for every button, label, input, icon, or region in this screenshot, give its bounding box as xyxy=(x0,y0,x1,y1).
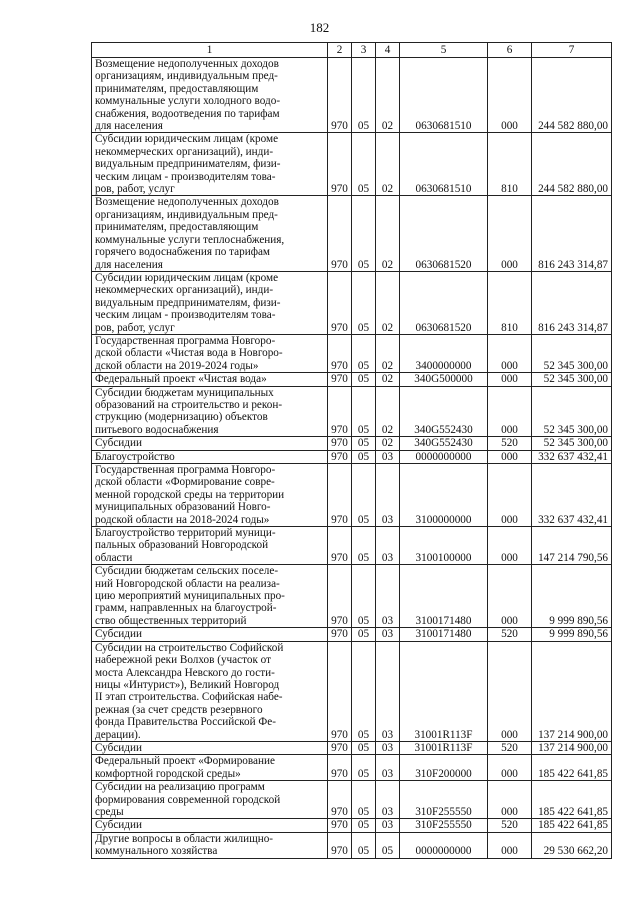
row-amount: 52 345 300,00 xyxy=(532,386,612,437)
row-expense-type-code: 000 xyxy=(488,58,532,133)
row-target-article-code: 340G552430 xyxy=(400,437,488,450)
row-description-line: родской области на 2018-2024 годы» xyxy=(95,513,270,526)
table-row xyxy=(92,565,612,628)
row-amount: 147 214 790,56 xyxy=(532,527,612,565)
row-description-line: струкцию (модернизацию) объектов xyxy=(95,411,268,424)
row-description xyxy=(92,781,328,819)
table-row xyxy=(92,755,612,781)
table-row xyxy=(92,819,612,832)
row-target-article-code: 31001R113F xyxy=(400,741,488,754)
row-description-line: организациям, индивидуальным пред- xyxy=(95,70,278,83)
row-ministry-code: 970 xyxy=(328,527,352,565)
row-expense-type-code: 000 xyxy=(488,386,532,437)
row-description-line: коммунальные услуги теплоснабжения, xyxy=(95,233,285,246)
row-section-code: 05 xyxy=(352,565,376,628)
row-section-code: 05 xyxy=(352,755,376,781)
row-description-line: принимателям, предоставляющим xyxy=(95,221,259,234)
row-subsection-code: 02 xyxy=(376,196,400,271)
row-description-line: Субсидии бюджетам муниципальных xyxy=(95,386,274,399)
header-cell-expense-type: 6 xyxy=(488,43,532,58)
row-amount: 29 530 662,20 xyxy=(532,832,612,858)
row-expense-type-code: 810 xyxy=(488,271,532,334)
row-description-line: Государственная программа Новгоро- xyxy=(95,334,276,347)
row-description-line: видуальным предпринимателям, физи- xyxy=(95,158,281,171)
row-description xyxy=(92,641,328,741)
row-ministry-code: 970 xyxy=(328,628,352,641)
row-subsection-code: 03 xyxy=(376,565,400,628)
table-row xyxy=(92,832,612,858)
row-description-line: Другие вопросы в области жилищно- xyxy=(95,832,274,845)
row-section-code: 05 xyxy=(352,334,376,372)
row-description-line: горячего водоснабжения по тарифам xyxy=(95,246,271,259)
row-description-line: режная (за счет средств резервного xyxy=(95,703,263,716)
header-cell-section: 3 xyxy=(352,43,376,58)
header-cell-target-article: 5 xyxy=(400,43,488,58)
row-description-line: некоммерческих организаций), инди- xyxy=(95,284,274,297)
row-section-code: 05 xyxy=(352,437,376,450)
budget-table xyxy=(91,42,612,859)
row-ministry-code: 970 xyxy=(328,755,352,781)
header-cell-description: 1 xyxy=(92,43,328,58)
row-description-line: видуальным предпринимателям, физи- xyxy=(95,296,281,309)
row-description xyxy=(92,464,328,527)
row-target-article-code: 340G552430 xyxy=(400,386,488,437)
row-subsection-code: 03 xyxy=(376,741,400,754)
row-description xyxy=(92,373,328,386)
row-section-code: 05 xyxy=(352,527,376,565)
row-description-line: фонда Правительства Российской Фе- xyxy=(95,716,276,729)
table-row xyxy=(92,271,612,334)
row-target-article-code: 3100171480 xyxy=(400,565,488,628)
table-row xyxy=(92,741,612,754)
row-description-line: Возмещение недополученных доходов xyxy=(95,196,279,209)
row-description-line: дской области на 2019-2024 годы» xyxy=(95,359,259,372)
row-description xyxy=(92,819,328,832)
row-description-line: Субсидии xyxy=(95,741,142,754)
row-expense-type-code: 000 xyxy=(488,373,532,386)
row-amount: 137 214 900,00 xyxy=(532,741,612,754)
row-description-line: коммунального хозяйства xyxy=(95,845,218,858)
row-description-line: Государственная программа Новгоро- xyxy=(95,464,276,476)
row-description-line: для населения xyxy=(95,258,163,271)
row-amount: 185 422 641,85 xyxy=(532,781,612,819)
row-target-article-code: 0630681510 xyxy=(400,133,488,196)
row-target-article-code: 31001R113F xyxy=(400,641,488,741)
row-subsection-code: 02 xyxy=(376,373,400,386)
row-ministry-code: 970 xyxy=(328,386,352,437)
row-section-code: 05 xyxy=(352,58,376,133)
row-description-line: образований на строительство и рекон- xyxy=(95,398,283,411)
row-expense-type-code: 000 xyxy=(488,464,532,527)
row-description-line: ство общественных территорий xyxy=(95,614,247,627)
row-ministry-code: 970 xyxy=(328,464,352,527)
row-subsection-code: 02 xyxy=(376,133,400,196)
row-ministry-code: 970 xyxy=(328,58,352,133)
row-description-line: ров, работ, услуг xyxy=(95,183,175,196)
row-description-line: Субсидии на реализацию программ xyxy=(95,781,265,794)
row-expense-type-code: 810 xyxy=(488,133,532,196)
row-description-line: пальных образований Новгородской xyxy=(95,539,269,552)
row-amount: 52 345 300,00 xyxy=(532,373,612,386)
row-expense-type-code: 520 xyxy=(488,819,532,832)
row-description-line: питьевого водоснабжения xyxy=(95,423,219,436)
row-target-article-code: 340G500000 xyxy=(400,373,488,386)
row-description-line: Субсидии xyxy=(95,819,142,832)
row-amount: 244 582 880,00 xyxy=(532,58,612,133)
row-description-line: Субсидии юридическим лицам (кроме xyxy=(95,271,279,284)
row-subsection-code: 03 xyxy=(376,819,400,832)
table-row xyxy=(92,450,612,463)
row-amount: 244 582 880,00 xyxy=(532,133,612,196)
row-amount: 9 999 890,56 xyxy=(532,565,612,628)
row-description-line: Субсидии бюджетам сельских поселе- xyxy=(95,565,279,578)
row-section-code: 05 xyxy=(352,373,376,386)
row-description-line: формирования современной городской xyxy=(95,793,281,806)
row-description xyxy=(92,58,328,133)
row-description xyxy=(92,437,328,450)
table-row xyxy=(92,133,612,196)
row-description-line: коммунальные услуги холодного водо- xyxy=(95,95,281,108)
row-description-line: дской области «Чистая вода в Новгоро- xyxy=(95,347,283,360)
row-target-article-code: 310F255550 xyxy=(400,781,488,819)
row-description-line: набережной реки Волхов (участок от xyxy=(95,654,272,667)
row-expense-type-code: 000 xyxy=(488,781,532,819)
row-description xyxy=(92,450,328,463)
row-amount: 816 243 314,87 xyxy=(532,196,612,271)
table-row xyxy=(92,781,612,819)
row-subsection-code: 03 xyxy=(376,464,400,527)
row-subsection-code: 03 xyxy=(376,527,400,565)
row-section-code: 05 xyxy=(352,741,376,754)
table-row xyxy=(92,386,612,437)
row-description-line: для населения xyxy=(95,120,163,133)
row-description-line: Благоустройство территорий муници- xyxy=(95,527,276,540)
row-section-code: 05 xyxy=(352,450,376,463)
table-row xyxy=(92,464,612,527)
row-description xyxy=(92,334,328,372)
row-description xyxy=(92,527,328,565)
row-expense-type-code: 520 xyxy=(488,437,532,450)
row-target-article-code: 0000000000 xyxy=(400,832,488,858)
row-section-code: 05 xyxy=(352,133,376,196)
row-subsection-code: 03 xyxy=(376,641,400,741)
row-amount: 332 637 432,41 xyxy=(532,450,612,463)
row-section-code: 05 xyxy=(352,832,376,858)
row-target-article-code: 310F200000 xyxy=(400,755,488,781)
row-description-line: организациям, индивидуальным пред- xyxy=(95,208,278,221)
row-ministry-code: 970 xyxy=(328,334,352,372)
row-subsection-code: 03 xyxy=(376,781,400,819)
row-description-line: снабжения, водоотведения по тарифам xyxy=(95,107,280,120)
row-subsection-code: 05 xyxy=(376,832,400,858)
row-target-article-code: 0630681520 xyxy=(400,271,488,334)
row-amount: 332 637 432,41 xyxy=(532,464,612,527)
row-section-code: 05 xyxy=(352,641,376,741)
row-ministry-code: 970 xyxy=(328,450,352,463)
row-description-line: дской области «Формирование совре- xyxy=(95,476,275,489)
row-ministry-code: 970 xyxy=(328,196,352,271)
row-target-article-code: 0630681510 xyxy=(400,58,488,133)
row-target-article-code: 3100100000 xyxy=(400,527,488,565)
row-ministry-code: 970 xyxy=(328,565,352,628)
row-amount: 816 243 314,87 xyxy=(532,271,612,334)
table-row xyxy=(92,641,612,741)
row-description-line: Благоустройство xyxy=(95,450,175,463)
row-description-line: Субсидии xyxy=(95,437,142,450)
row-ministry-code: 970 xyxy=(328,437,352,450)
row-ministry-code: 970 xyxy=(328,641,352,741)
row-amount: 9 999 890,56 xyxy=(532,628,612,641)
row-section-code: 05 xyxy=(352,628,376,641)
row-description xyxy=(92,565,328,628)
row-subsection-code: 02 xyxy=(376,386,400,437)
row-ministry-code: 970 xyxy=(328,373,352,386)
row-amount: 137 214 900,00 xyxy=(532,641,612,741)
row-subsection-code: 03 xyxy=(376,628,400,641)
row-description-line: ческим лицам - производителям това- xyxy=(95,170,276,183)
table-header xyxy=(92,43,612,58)
row-target-article-code: 310F255550 xyxy=(400,819,488,832)
row-description-line: Субсидии xyxy=(95,628,142,641)
row-description-line: среды xyxy=(95,805,124,818)
table-body xyxy=(92,58,612,859)
header-cell-subsection: 4 xyxy=(376,43,400,58)
row-description xyxy=(92,271,328,334)
row-description-line: цию мероприятий муниципальных про- xyxy=(95,590,285,603)
row-subsection-code: 02 xyxy=(376,437,400,450)
row-target-article-code: 0000000000 xyxy=(400,450,488,463)
row-target-article-code: 3100000000 xyxy=(400,464,488,527)
row-description xyxy=(92,196,328,271)
row-expense-type-code: 000 xyxy=(488,755,532,781)
row-description-line: дерации). xyxy=(95,728,141,741)
row-target-article-code: 0630681520 xyxy=(400,196,488,271)
row-section-code: 05 xyxy=(352,819,376,832)
row-subsection-code: 03 xyxy=(376,450,400,463)
row-expense-type-code: 000 xyxy=(488,334,532,372)
table-row xyxy=(92,373,612,386)
row-ministry-code: 970 xyxy=(328,271,352,334)
row-description-line: некоммерческих организаций), инди- xyxy=(95,145,274,158)
row-section-code: 05 xyxy=(352,386,376,437)
row-description-line: грамм, направленных на благоустрой- xyxy=(95,602,277,615)
row-amount: 185 422 641,85 xyxy=(532,755,612,781)
row-description-line: Возмещение недополученных доходов xyxy=(95,58,279,70)
row-amount: 52 345 300,00 xyxy=(532,334,612,372)
row-description-line: ров, работ, услуг xyxy=(95,321,175,334)
row-expense-type-code: 000 xyxy=(488,196,532,271)
row-expense-type-code: 520 xyxy=(488,628,532,641)
row-description-line: Субсидии на строительство Софийской xyxy=(95,641,284,654)
row-expense-type-code: 000 xyxy=(488,565,532,628)
row-subsection-code: 02 xyxy=(376,58,400,133)
row-expense-type-code: 000 xyxy=(488,832,532,858)
row-description-line: Федеральный проект «Чистая вода» xyxy=(95,373,267,386)
row-description-line: ческим лицам - производителям това- xyxy=(95,309,276,322)
row-section-code: 05 xyxy=(352,781,376,819)
row-description-line: II этап строительства. Софийская набе- xyxy=(95,691,283,704)
row-amount: 185 422 641,85 xyxy=(532,819,612,832)
row-description-line: Федеральный проект «Формирование xyxy=(95,755,275,768)
table-row xyxy=(92,527,612,565)
row-description xyxy=(92,755,328,781)
row-expense-type-code: 000 xyxy=(488,450,532,463)
row-description-line: менной городской среды на территории xyxy=(95,488,285,501)
row-description-line: Субсидии юридическим лицам (кроме xyxy=(95,133,279,146)
row-expense-type-code: 520 xyxy=(488,741,532,754)
header-row xyxy=(92,43,612,58)
row-section-code: 05 xyxy=(352,271,376,334)
header-cell-ministry: 2 xyxy=(328,43,352,58)
row-ministry-code: 970 xyxy=(328,819,352,832)
row-description xyxy=(92,832,328,858)
row-target-article-code: 3100171480 xyxy=(400,628,488,641)
row-target-article-code: 3400000000 xyxy=(400,334,488,372)
row-subsection-code: 03 xyxy=(376,755,400,781)
row-ministry-code: 970 xyxy=(328,741,352,754)
row-expense-type-code: 000 xyxy=(488,641,532,741)
row-description xyxy=(92,628,328,641)
row-description-line: области xyxy=(95,551,133,564)
row-expense-type-code: 000 xyxy=(488,527,532,565)
row-section-code: 05 xyxy=(352,196,376,271)
row-ministry-code: 970 xyxy=(328,832,352,858)
page-number: 182 xyxy=(309,20,330,35)
row-description-line: муниципальных образований Новго- xyxy=(95,501,271,514)
row-description xyxy=(92,386,328,437)
header-cell-amount: 7 xyxy=(532,43,612,58)
row-ministry-code: 970 xyxy=(328,133,352,196)
row-description-line: комфортной городской среды» xyxy=(95,767,241,780)
row-amount: 52 345 300,00 xyxy=(532,437,612,450)
row-description-line: ницы «Интурист»), Великий Новгород xyxy=(95,678,280,691)
row-subsection-code: 02 xyxy=(376,334,400,372)
row-description xyxy=(92,741,328,754)
row-subsection-code: 02 xyxy=(376,271,400,334)
row-description xyxy=(92,133,328,196)
table-row xyxy=(92,334,612,372)
row-ministry-code: 970 xyxy=(328,781,352,819)
row-description-line: ний Новгородской области на реализа- xyxy=(95,577,280,590)
table-row xyxy=(92,196,612,271)
table-row xyxy=(92,437,612,450)
row-description-line: моста Александра Невского до гости- xyxy=(95,666,275,679)
row-section-code: 05 xyxy=(352,464,376,527)
table-row xyxy=(92,628,612,641)
row-description-line: принимателям, предоставляющим xyxy=(95,82,259,95)
table-row xyxy=(92,58,612,133)
